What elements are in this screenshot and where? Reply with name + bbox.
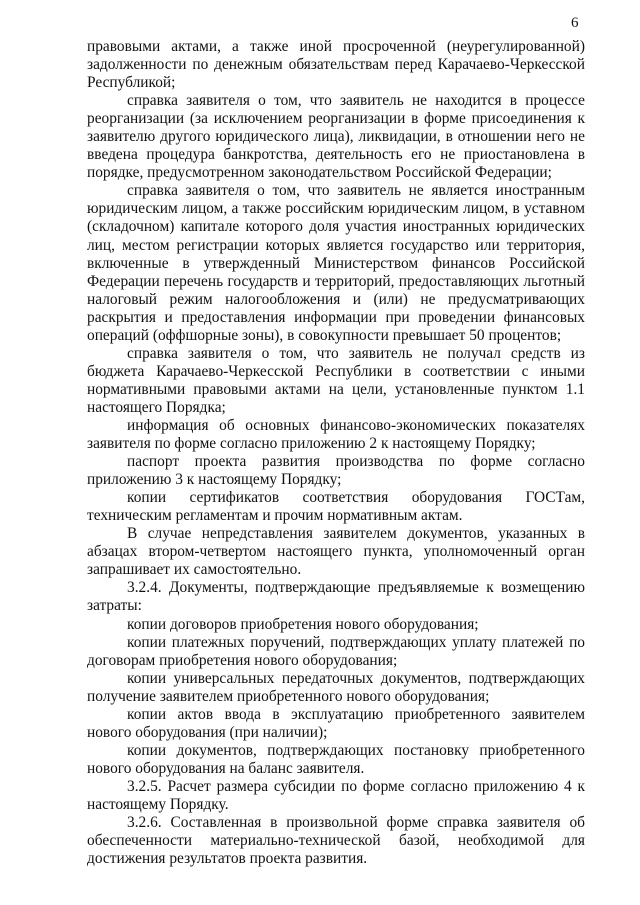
paragraph-commissioning-acts-copies: копии актов ввода в эксплуатацию приобретенного заявителем нового оборудования (при наличии); [87,705,585,741]
paragraph-3-2-5: 3.2.5. Расчет размера субсидии по форме согласно приложению 4 к настоящему Порядку. [87,777,585,813]
paragraph-transfer-documents-copies: копии универсальных передаточных документов, подтверждающих получение заявителем приобретенного нового оборудования; [87,669,585,705]
paragraph-non-submission: В случае непредставления заявителем документов, указанных в абзацах втором-четвертом настоящего пункта, уполномоченный орган запрашивает их самостоятельно. [87,525,585,579]
paragraph-budget-funds-certificate: справка заявителя о том, что заявитель не получал средств из бюджета Карачаево-Черкесской Республики в соответствии с иными нормативными правовыми актами на цели, установленные пунктом 1.1 настоящего Порядка; [87,344,585,416]
paragraph-reorganization-certificate: справка заявителя о том, что заявитель не находится в процессе реорганизации (за исключением реорганизации в форме присоединения к заявителю другого юридического лица), ликвидации, в отношении него не введена процедура банкротства, деятельность его не приостановлена в порядке, предусмотренном законодательством Российской Федерации; [87,92,585,182]
paragraph-certificates-copies: копии сертификатов соответствия оборудования ГОСТам, техническим регламентам и прочим нормативным актам. [87,489,585,525]
paragraph-contracts-copies: копии договоров приобретения нового оборудования; [127,615,479,633]
paragraph-continuation: правовыми актами, а также иной просроченной (неурегулированной) задолженности по денежным обязательствам перед Карачаево-Черкесской Республикой; [87,38,585,92]
paragraph-payment-orders-copies: копии платежных поручений, подтверждающих уплату платежей по договорам приобретения нового оборудования; [87,633,585,669]
paragraph-balance-documents-copies: копии документов, подтверждающих постановку приобретенного нового оборудования на баланс заявителя. [87,741,585,777]
document-body [87,38,585,868]
page-number: 6 [571,15,579,31]
paragraph-project-passport: паспорт проекта развития производства по форме согласно приложению 3 к настоящему Порядку; [87,453,585,489]
paragraph-3-2-4: 3.2.4. Документы, подтверждающие предъявляемые к возмещению затраты: [87,579,585,615]
paragraph-foreign-entity-certificate: справка заявителя о том, что заявитель не является иностранным юридическим лицом, а также российским юридическим лицом, в уставном (складочном) капитале которого доля участия иностранных юридических лиц, местом регистрации которых является государство или территория, включенные в утвержденный Министерством финансов Российской Федерации перечень государств и территорий, предоставляющих льготный налоговый режим налогообложения и (или) не предусматривающих раскрытия и предоставления информации при проведении финансовых операций (оффшорные зоны), в совокупности превышает 50 процентов; [87,182,585,344]
paragraph-financial-indicators: информация об основных финансово-экономических показателях заявителя по форме согласно приложению 2 к настоящему Порядку; [87,416,585,453]
paragraph-3-2-6: 3.2.6. Составленная в произвольной форме справка заявителя об обеспеченности материально-технической базой, необходимой для достижения результатов проекта развития. [87,814,585,868]
